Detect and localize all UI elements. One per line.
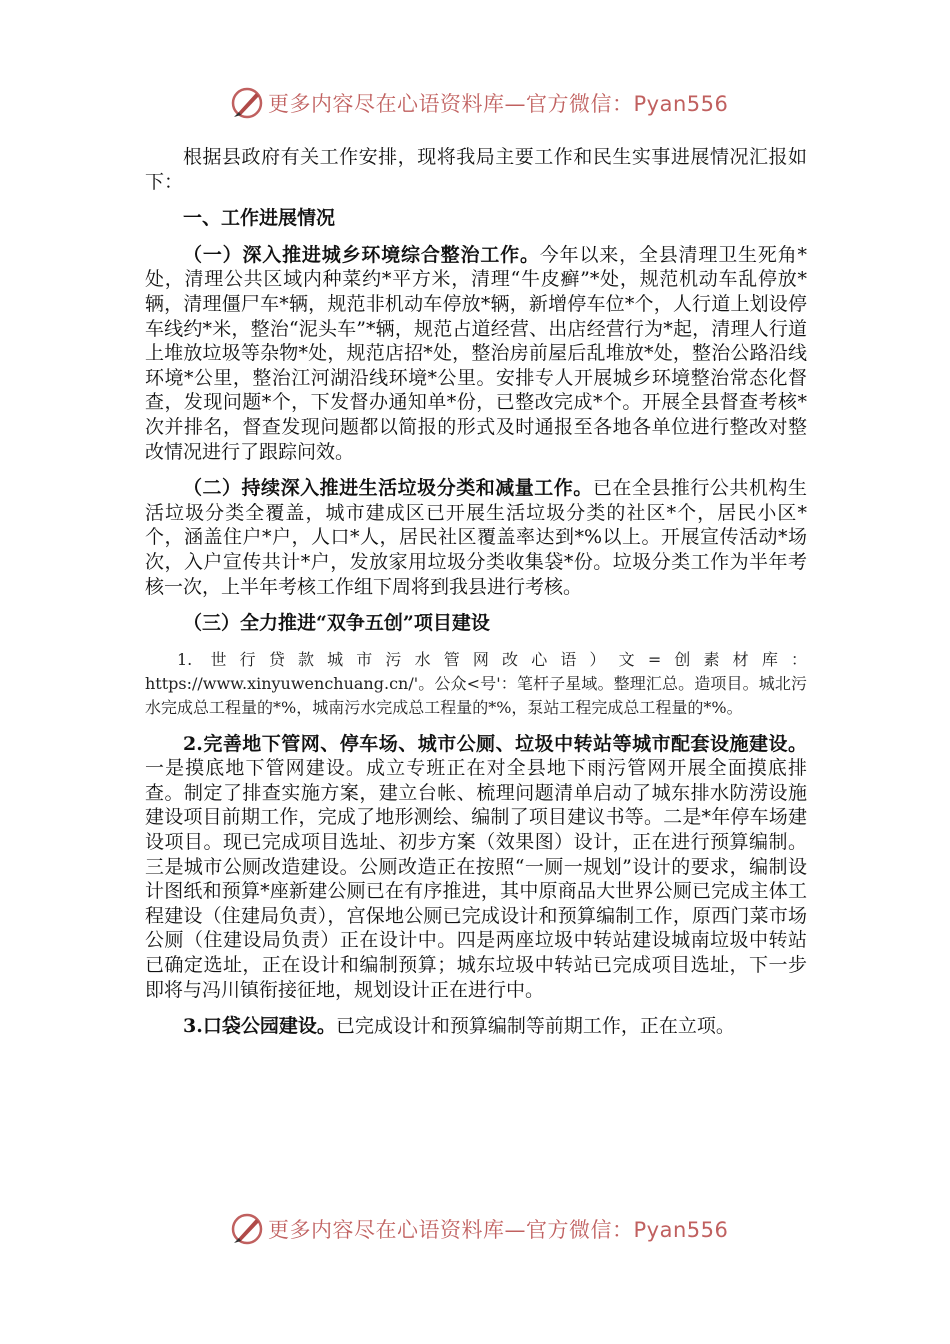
sub-2-paragraph xyxy=(145,732,807,1003)
item-1-body: 今年以来，全县清理卫生死角*处，清理公共区域内种菜约*平方米，清理“牛皮癣”*处，规范机动车乱停放*辆，清理僵尸车*辆，规范非机动车停放*辆，新增停车位*个，人行道上划设停车线约*米，整治“泥头车”*辆，规范占道经营、出店经营行为*起，清理人行道上堆放垃圾等杂物*处，规范店招*处，整治房前屋后乱堆放*处，整治公路沿线环境*公里，整治江河湖沿线环境*公里。安排专人开展城乡环境整治常态化督查，发现问题*个，下发督办通知单*份，已整改完成*个。开展全县督查考核*次并排名，督查发现问题都以简报的形式及时通报至各地各单位进行整改对整改情况进行了跟踪问效。 xyxy=(145,243,807,463)
sub-2-body: 一是摸底地下管网建设。成立专班正在对全县地下雨污管网开展全面摸底排查。制定了排查实施方案，建立台帐、梳理问题清单启动了城东排水防涝设施建设项目前期工作，完成了地形测绘、编制了项目建议书等。二是*年停车场建设项目。现已完成项目选址、初步方案（效果图）设计，正在进行预算编制。三是城市公厕改造建设。公厕改造正在按照“一厕一规划”设计的要求，编制设计图纸和预算*座新建公厕已在有序推进，其中原商品大世界公厕已完成主体工程建设（住建局负责），宫保地公厕已完成设计和预算编制工作，原西门菜市场公厕（住建设局负责）正在设计中。四是两座垃圾中转站建设城南垃圾中转站已确定选址，正在设计和编制预算；城东垃圾中转站已完成项目选址，下一步即将与冯川镇衔接征地，规划设计正在进行中。 xyxy=(145,757,807,1001)
item-2-body: 已在全县推行公共机构生活垃圾分类全覆盖，城市建成区已开展生活垃圾分类的社区*个，居民小区*个，涵盖住户*户，人口*人，居民社区覆盖率达到*%以上。开展宣传活动*场次，入户宣传共计*户，发放家用垃圾分类收集袋*份。垃圾分类工作为半年考核一次，上半年考核工作组下周将到我县进行考核。 xyxy=(145,477,807,598)
sub-3-paragraph xyxy=(145,1014,807,1039)
sub-1-paragraph: 1. 世行贷款城市污水管网改心语）文=创素材库：https://www.xinyuwenchuang.cn/'。公众<号'：笔杆子星域。整理汇总。造项目。城北污水完成总工程量的*%，城南污水完成总工程量的*%，泵站工程完成总工程量的*%。 xyxy=(145,649,807,717)
banner-text: 更多内容尽在心语资料库—官方微信：Pyan556 xyxy=(268,1218,729,1242)
item-2-heading: （二）持续深入推进生活垃圾分类和减量工作。 xyxy=(183,477,593,500)
header-banner xyxy=(230,84,728,122)
item-3-heading: （三）全力推进“双争五创”项目建设 xyxy=(183,612,490,635)
sub-2-heading: 2.完善地下管网、停车场、城市公厕、垃圾中转站等城市配套设施建设。 xyxy=(183,732,807,755)
item-2-paragraph xyxy=(145,476,807,599)
banner-text: 更多内容尽在心语资料库—官方微信：Pyan556 xyxy=(268,92,729,116)
brush-pen-icon xyxy=(230,86,264,120)
sub-3-body: 已完成设计和预算编制等前期工作，正在立项。 xyxy=(335,1015,735,1038)
footer-banner xyxy=(230,1210,728,1248)
section-heading: 一、工作进展情况 xyxy=(183,207,336,230)
intro-paragraph: 根据县政府有关工作安排，现将我局主要工作和民生实事进展情况汇报如下： xyxy=(145,146,807,193)
item-1-heading: （一）深入推进城乡环境综合整治工作。 xyxy=(183,243,540,266)
document-body xyxy=(145,145,807,1039)
sub-3-heading: 3.口袋公园建设。 xyxy=(183,1015,336,1038)
item-1-paragraph xyxy=(145,243,807,464)
brush-pen-icon xyxy=(230,1212,264,1246)
